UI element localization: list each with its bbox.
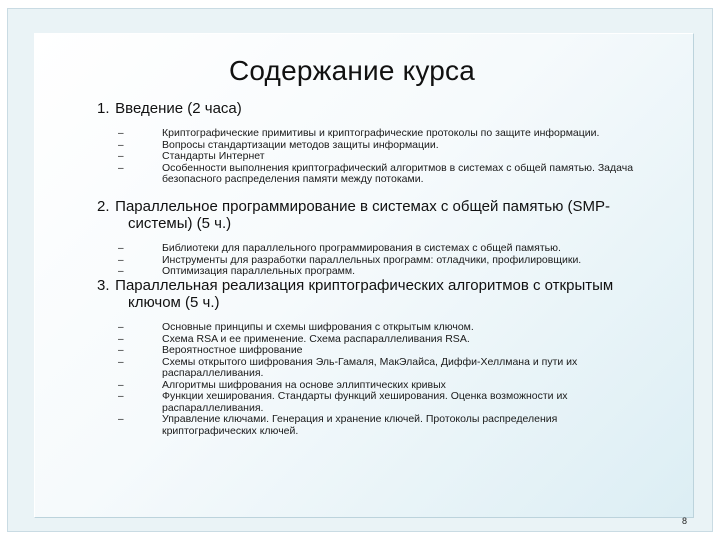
section-1 — [97, 100, 657, 186]
dash-bullet-icon: – — [118, 345, 124, 356]
slide-title: Содержание курса — [228, 55, 475, 86]
list-item: – Схемы открытого шифрования Эль-Гамаля, МакЭлайса, Диффи-Хеллмана и пути их распараллеливания. — [118, 355, 578, 379]
dash-bullet-icon: – — [118, 254, 124, 266]
dash-bullet-icon: – — [118, 391, 124, 402]
list-item: – Особенности выполнения криптографический алгоритмов в системах с общей памятью. Задача безопасного распределения памяти между потоками. — [118, 161, 634, 185]
list-item: – Алгоритмы шифрования на основе эллиптических кривых — [118, 378, 446, 391]
section-heading — [97, 277, 657, 311]
list-item: – Основные принципы и схемы шифрования с открытым ключом. — [118, 321, 474, 333]
dash-bullet-icon: – — [118, 128, 124, 139]
list-item: – Инструменты для разработки параллельных программ: отладчики, профилировщики. — [118, 253, 582, 266]
section-3 — [97, 277, 657, 437]
list-item: – Функции хеширования. Стандарты функций хеширования. Оценка возможности их распараллеливания. — [118, 390, 568, 414]
section-number: 1. — [97, 100, 110, 117]
dash-bullet-icon: – — [118, 162, 124, 174]
list-item: – Вероятностное шифрование — [118, 344, 303, 356]
section-heading — [97, 100, 657, 117]
dash-bullet-icon: – — [118, 151, 124, 162]
list-item: – Оптимизация параллельных программ. — [118, 265, 356, 277]
section-2 — [97, 198, 657, 278]
list-item: – Стандарты Интернет — [118, 150, 265, 162]
dash-bullet-icon: – — [118, 139, 124, 151]
section-title: Параллельная реализация криптографических алгоритмов с открытым — [115, 277, 614, 294]
list-item: – Вопросы стандартизации методов защиты информации. — [118, 138, 439, 151]
section-title-continued: ключом (5 ч.) — [128, 294, 220, 311]
dash-bullet-icon: – — [118, 266, 124, 277]
list-item: – Схема RSA и ее применение. Схема распараллеливания RSA. — [118, 332, 470, 345]
dash-bullet-icon: – — [118, 322, 124, 333]
dash-bullet-icon: – — [118, 356, 124, 368]
section-title: Введение (2 часа) — [115, 100, 242, 117]
list-item: – Библиотеки для параллельного программирования в системах с общей памятью. — [118, 242, 561, 254]
section-heading — [97, 198, 657, 232]
dash-bullet-icon: – — [118, 379, 124, 391]
dash-bullet-icon: – — [118, 243, 124, 254]
section-number: 2. — [97, 198, 110, 215]
section-title-continued: системы) (5 ч.) — [128, 215, 232, 232]
list-item: – Криптографические примитивы и криптографические протоколы по защите информации. — [118, 127, 600, 139]
section-item-list — [97, 243, 657, 278]
section-number: 3. — [97, 277, 110, 294]
page-number: 8 — [682, 516, 688, 526]
section-item-list — [97, 322, 657, 437]
section-item-list — [97, 128, 657, 186]
dash-bullet-icon: – — [118, 414, 124, 425]
dash-bullet-icon: – — [118, 333, 124, 345]
list-item: – Управление ключами. Генерация и хранение ключей. Протоколы распределения криптографических ключей. — [118, 413, 558, 437]
section-title: Параллельное программирование в системах с общей памятью (SMP- — [115, 198, 611, 215]
